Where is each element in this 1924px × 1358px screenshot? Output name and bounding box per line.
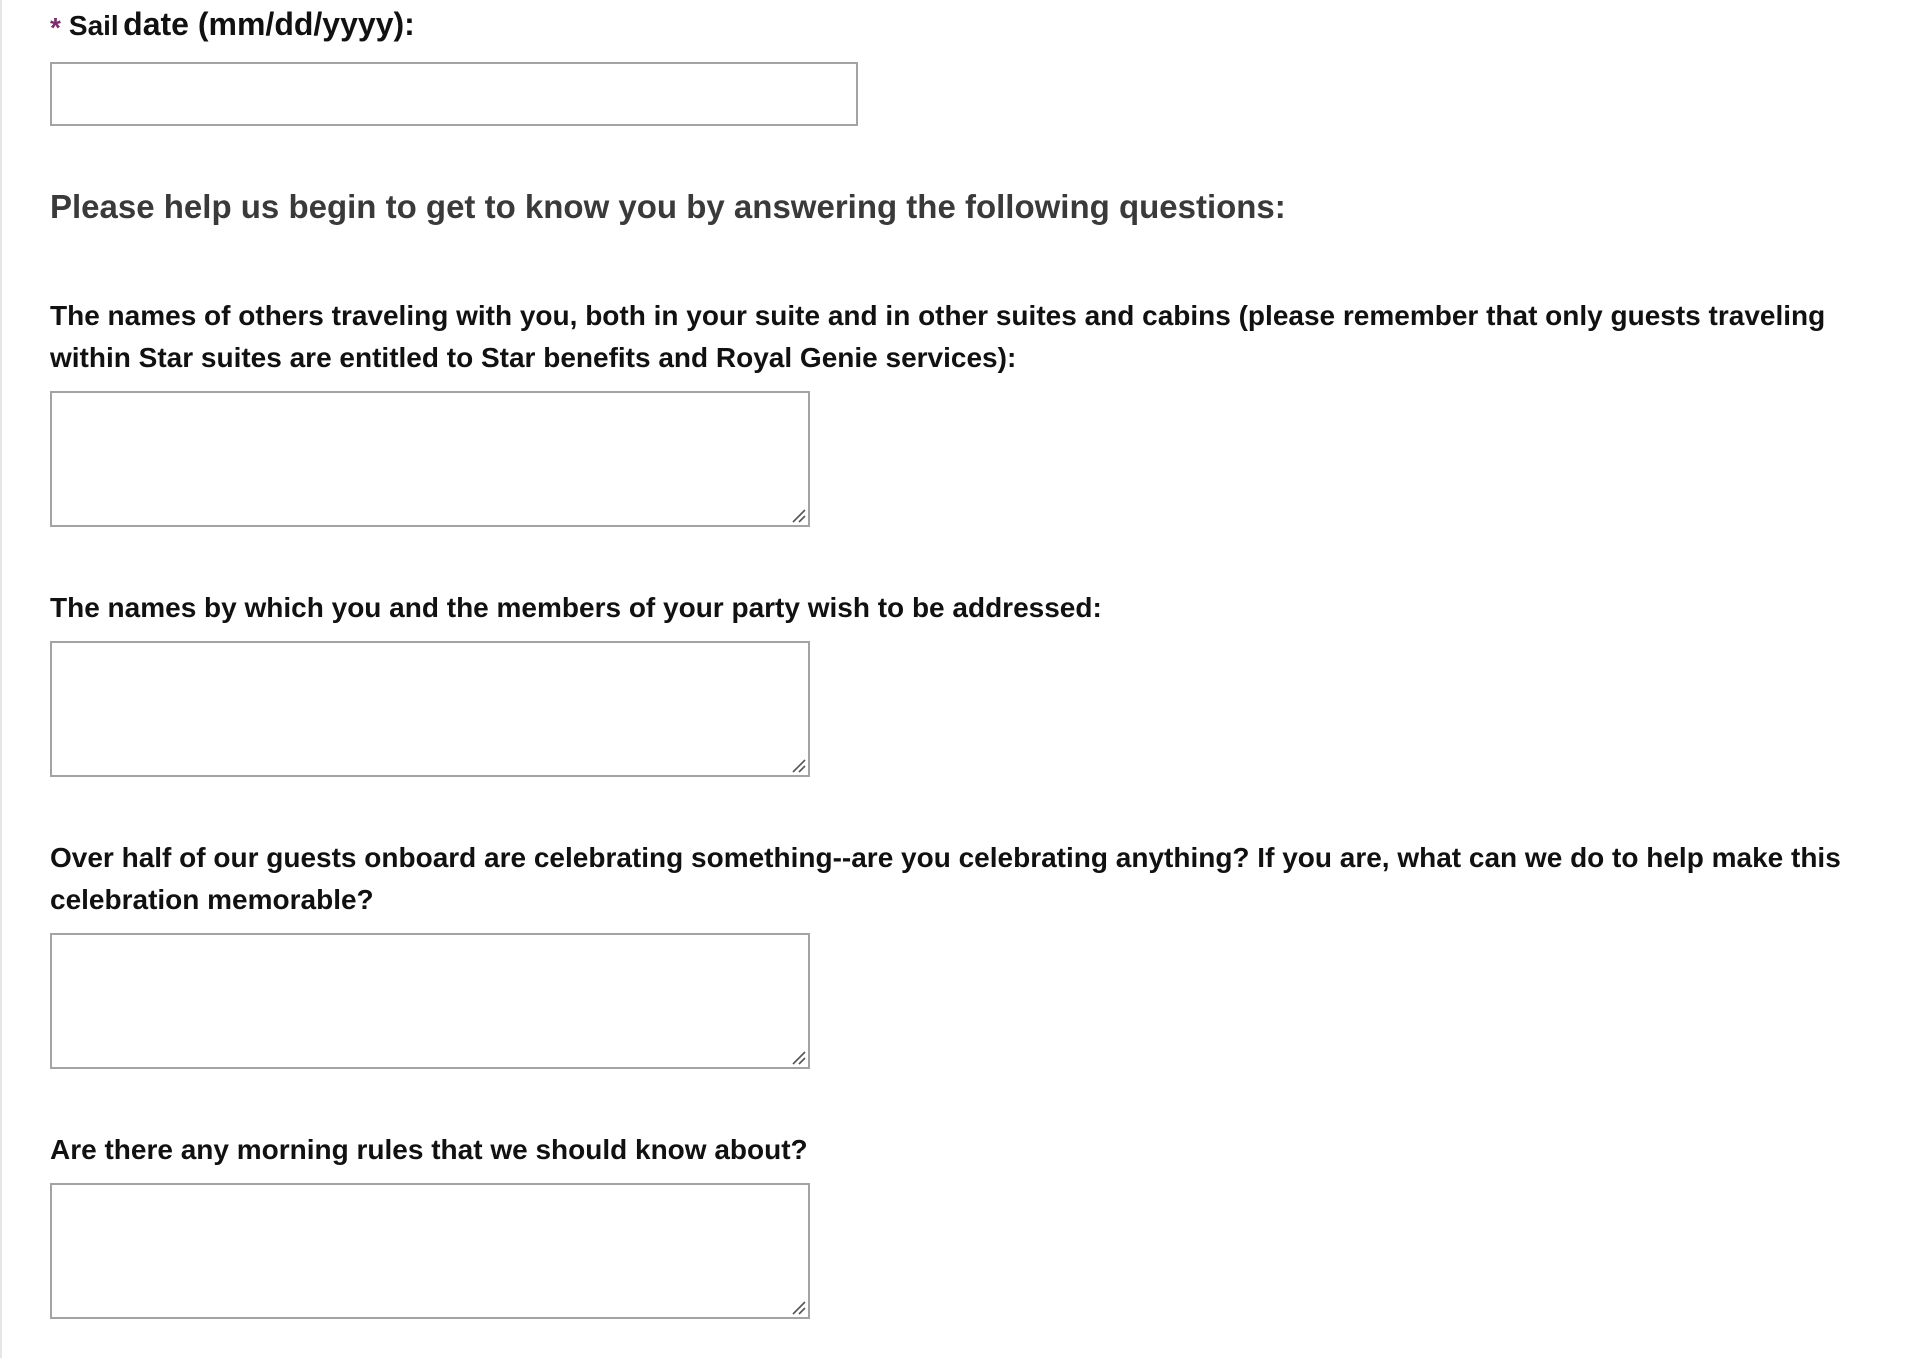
intro-heading: Please help us begin to get to know you by answering the following questions: xyxy=(50,188,1286,225)
sail-date-input[interactable] xyxy=(50,62,858,126)
morning-rules-textarea[interactable] xyxy=(50,1183,810,1319)
sail-date-label xyxy=(50,6,415,44)
question-label-morning-rules: Are there any morning rules that we should know about? xyxy=(50,1134,808,1165)
question-label-travel-companions: The names of others traveling with you, both in your suite and in other suites and cabins (please remember that only guests traveling within Star suites are entitled to Star benefits and Royal Genie services): xyxy=(50,300,1826,373)
sail-date-label-word: Sail xyxy=(68,10,119,41)
required-marker: * xyxy=(50,12,61,43)
preferred-names-textarea[interactable] xyxy=(50,641,810,777)
sail-date-label-format: date (mm/dd/yyyy): xyxy=(123,6,415,42)
resize-grip-icon[interactable] xyxy=(790,757,806,773)
travel-companions-textarea[interactable] xyxy=(50,391,810,527)
question-label-preferred-names: The names by which you and the members of your party wish to be addressed: xyxy=(50,592,1102,623)
celebration-textarea[interactable] xyxy=(50,933,810,1069)
resize-grip-icon[interactable] xyxy=(790,1049,806,1065)
resize-grip-icon[interactable] xyxy=(790,507,806,523)
question-label-celebration: Over half of our guests onboard are celebrating something--are you celebrating anything? If you are, what can we do to help make this celebration memorable? xyxy=(50,842,1841,915)
resize-grip-icon[interactable] xyxy=(790,1299,806,1315)
page-left-border xyxy=(0,0,2,1358)
